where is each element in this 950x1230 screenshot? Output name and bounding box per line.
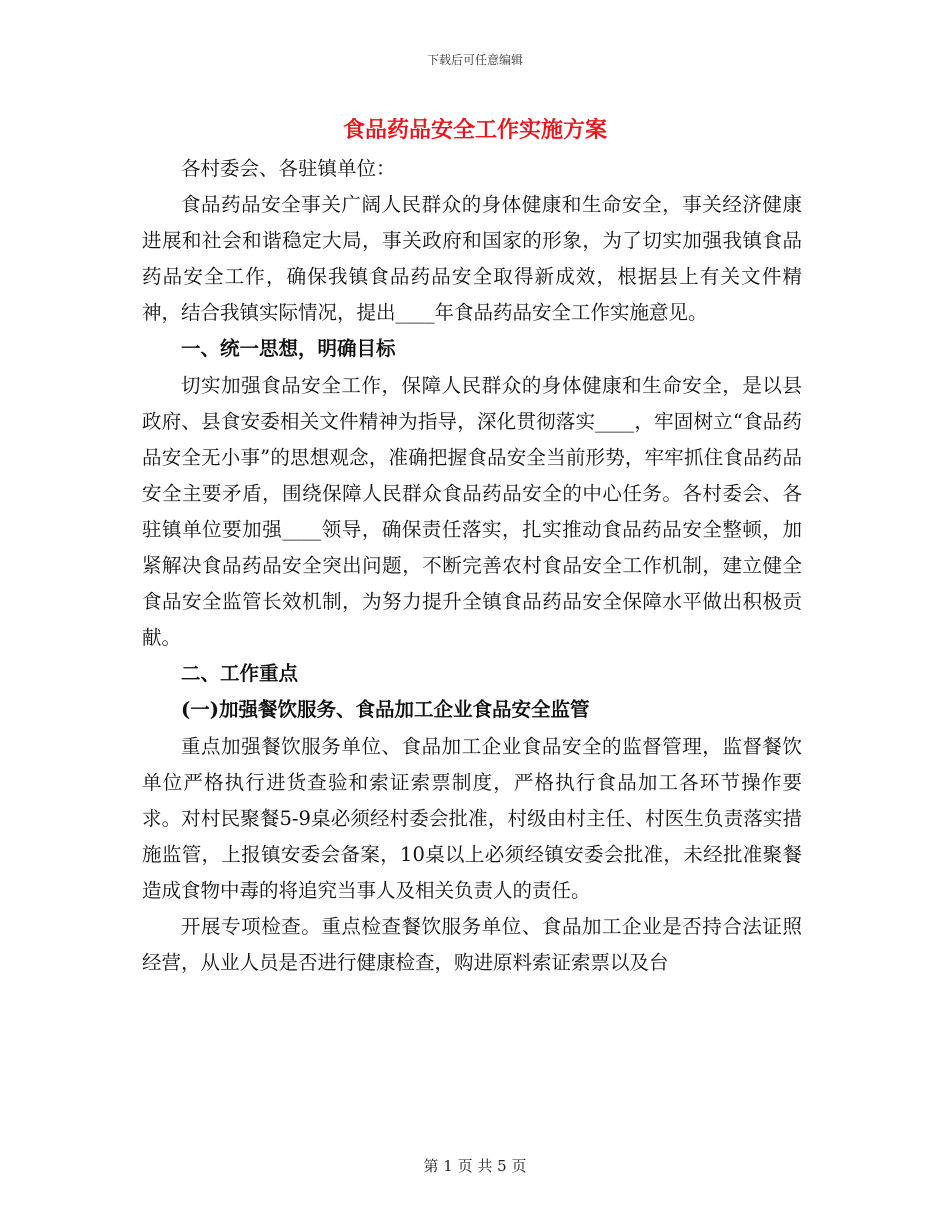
section-1-heading: 一、统一思想，明确目标 [181,337,396,361]
subsection-1-paragraph-1: 重点加强餐饮服务单位、食品加工企业食品安全的监督管理，监督餐饮单位严格执行进货查验和索证索票制度，严格执行食品加工各环节操作要求。对村民聚餐5-9桌必须经村委会批准，村级由村主任、村医生负责落实措施监管，上报镇安委会备案，10桌以上必须经镇安委会批准，未经批准聚餐造成食物中毒的将追究当事人及相关负责人的责任。 [142,734,802,902]
subsection-1-paragraph-2: 开展专项检查。重点检查餐饮服务单位、食品加工企业是否持合法证照经营，从业人员是否进行健康检查，购进原料索证索票以及台 [142,914,802,975]
page-header-note: 下载后可任意编辑 [426,53,523,67]
section-2-heading: 二、工作重点 [181,662,299,686]
document-body [142,151,802,981]
page-number-footer: 第 1 页 共 5 页 [423,1157,527,1175]
document-title: 食品药品安全工作实施方案 [342,117,607,143]
intro-paragraph: 食品药品安全事关广阔人民群众的身体健康和生命安全，事关经济健康进展和社会和谐稳定大局，事关政府和国家的形象，为了切实加强我镇食品药品安全工作，确保我镇食品药品安全取得新成效，根据县上有关文件精神，结合我镇实际情况，提出____年食品药品安全工作实施意见。 [142,193,802,325]
subsection-1-heading: (一)加强餐饮服务、食品加工企业食品安全监管 [181,698,590,722]
salutation: 各村委会、各驻镇单位： [181,157,396,180]
section-1-paragraph: 切实加强食品安全工作，保障人民群众的身体健康和生命安全，是以县政府、县食安委相关文件精神为指导，深化贯彻落实____，牢固树立“食品药品安全无小事”的思想观念，准确把握食品安全当前形势，牢牢抓住食品药品安全主要矛盾，围绕保障人民群众食品药品安全的中心任务。各村委会、各驻镇单位要加强____领导，确保责任落实，扎实推动食品药品安全整顿，加紧解决食品药品安全突出问题，不断完善农村食品安全工作机制，建立健全食品安全监管长效机制，为努力提升全镇食品药品安全保障水平做出积极贡献。 [142,373,802,650]
